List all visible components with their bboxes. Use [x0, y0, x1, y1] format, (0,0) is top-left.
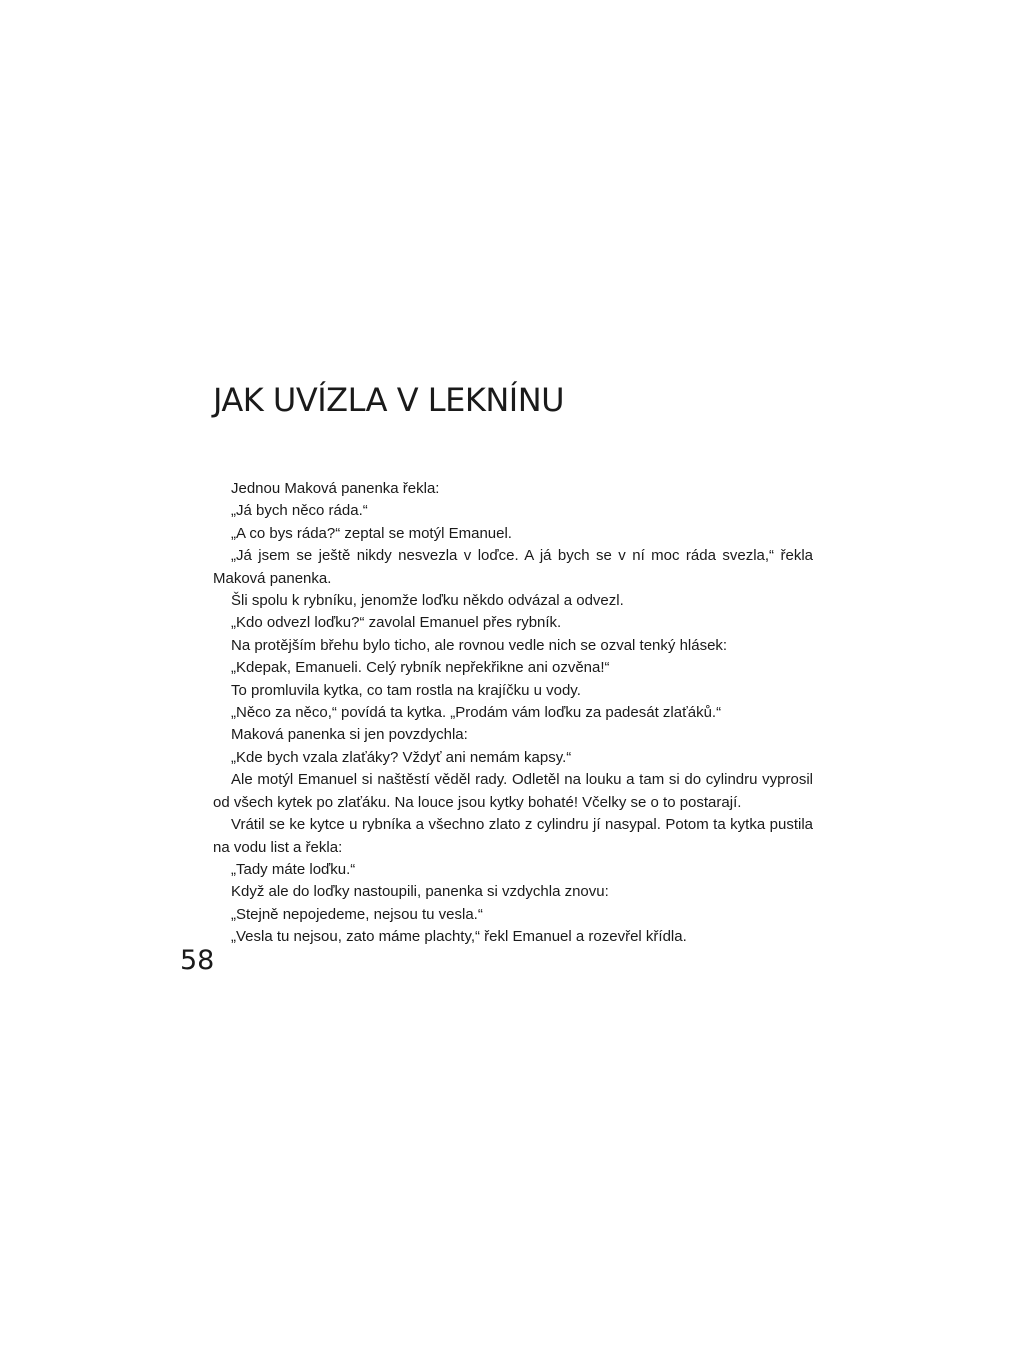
paragraph: „Tady máte loďku.“	[231, 860, 356, 878]
paragraph: Šli spolu k rybníku, jenomže loďku někdo odvázal a odvezl.	[231, 592, 624, 610]
paragraph: „Já jsem se ještě nikdy nesvezla v loďce. A já bych se v ní moc ráda svezla,“ řekla Maková panenka.	[213, 547, 813, 587]
paragraph: Na protějším břehu bylo ticho, ale rovnou vedle nich se ozval tenký hlásek:	[231, 636, 728, 654]
paragraph: „Já bych něco ráda.“	[231, 502, 368, 520]
paragraph: „Stejně nepojedeme, nejsou tu vesla.“	[231, 905, 483, 923]
paragraph: „Kde bych vzala zlaťáky? Vždyť ani nemám kapsy.“	[231, 748, 572, 766]
paragraph: Vrátil se ke kytce u rybníka a všechno zlato z cylindru jí nasypal. Potom ta kytka pustila na vodu list a řekla:	[213, 816, 813, 856]
paragraph: To promluvila kytka, co tam rostla na krajíčku u vody.	[231, 681, 581, 699]
chapter-title: JAK UVÍZLA V LEKNÍNU	[213, 381, 565, 419]
chapter-body	[213, 478, 813, 949]
paragraph: Ale motýl Emanuel si naštěstí věděl rady. Odletěl na louku a tam si do cylindru vyprosil od všech kytek po zlaťáku. Na louce jsou kytky bohaté! Včelky se o to postarají.	[213, 771, 813, 811]
paragraph: „Něco za něco,“ povídá ta kytka. „Prodám vám loďku za padesát zlaťáků.“	[231, 704, 722, 722]
paragraph: „Kdepak, Emanueli. Celý rybník nepřekřikne ani ozvěna!“	[231, 659, 610, 677]
paragraph: Když ale do loďky nastoupili, panenka si vzdychla znovu:	[231, 883, 609, 901]
page-number: 58	[180, 945, 215, 976]
paragraph: „Kdo odvezl loďku?“ zavolal Emanuel přes rybník.	[231, 614, 562, 632]
paragraph: „Vesla tu nejsou, zato máme plachty,“ řekl Emanuel a rozevřel křídla.	[231, 928, 687, 946]
paragraph: Jednou Maková panenka řekla:	[231, 480, 440, 497]
paragraph: Maková panenka si jen povzdychla:	[231, 726, 468, 744]
paragraph: „A co bys ráda?“ zeptal se motýl Emanuel.	[231, 524, 512, 542]
